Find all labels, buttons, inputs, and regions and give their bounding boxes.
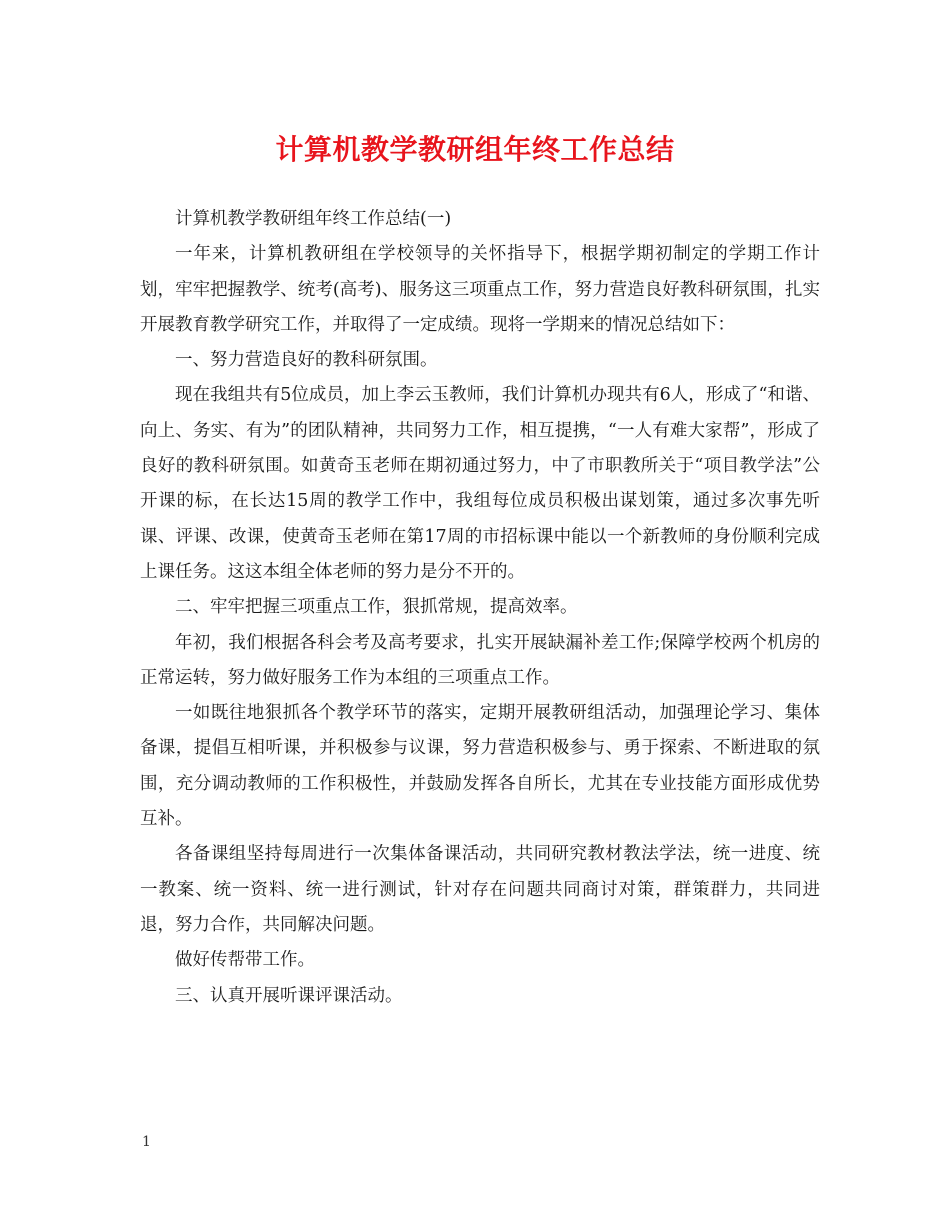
subtitle-paragraph: 计算机教学教研组年终工作总结(一) — [175, 209, 452, 229]
section-heading-2: 二、牢牢把握三项重点工作，狠抓常规，提高效率。 — [175, 597, 578, 618]
body-paragraph: 现在我组共有5位成员，加上李云玉教师，我们计算机办现共有6人，形成了“和谐、向上、务实、有为”的团队精神，共同努力工作，相互提携，“一人有难大家帮”，形成了良好的教科研氛围。如黄奇玉老师在期初通过努力，中了市职教所关于“项目教学法”公开课的标，在长达15周的教学工作中，我组每位成员积极出谋划策，通过多次事先听课、评课、改课，使黄奇玉老师在第17周的市招标课中能以一个新教师的身份顺利完成上课任务。这这本组全体老师的努力是分不开的。 — [140, 385, 820, 582]
body-paragraph: 各备课组坚持每周进行一次集体备课活动，共同研究教材教法学法，统一进度、统一教案、统一资料、统一进行测试，针对存在问题共同商讨对策，群策群力，共同进退，努力合作，共同解决问题。 — [140, 844, 820, 935]
document-body — [140, 202, 820, 1014]
section-heading-3: 三、认真开展听课评课活动。 — [175, 985, 403, 1006]
body-paragraph: 年初，我们根据各科会考及高考要求，扎实开展缺漏补差工作;保障学校两个机房的正常运转，努力做好服务工作为本组的三项重点工作。 — [140, 632, 820, 688]
section-heading-1: 一、努力营造良好的教科研氛围。 — [175, 350, 438, 371]
document-title: 计算机教学教研组年终工作总结 — [275, 133, 675, 166]
body-paragraph: 一如既往地狠抓各个教学环节的落实，定期开展教研组活动，加强理论学习、集体备课，提倡互相听课，并积极参与议课，努力营造积极参与、勇于探索、不断进取的氛围，充分调动教师的工作积极性，并鼓励发挥各自所长，尤其在专业技能方面形成优势互补。 — [140, 703, 820, 830]
intro-paragraph: 一年来，计算机教研组在学校领导的关怀指导下，根据学期初制定的学期工作计划，牢牢把握教学、统考(高考)、服务这三项重点工作，努力营造良好教科研氛围，扎实开展教育教学研究工作，并取得了一定成绩。现将一学期来的情况总结如下： — [140, 244, 820, 335]
page-number: 1 — [142, 1134, 151, 1150]
body-paragraph: 做好传帮带工作。 — [175, 950, 315, 971]
